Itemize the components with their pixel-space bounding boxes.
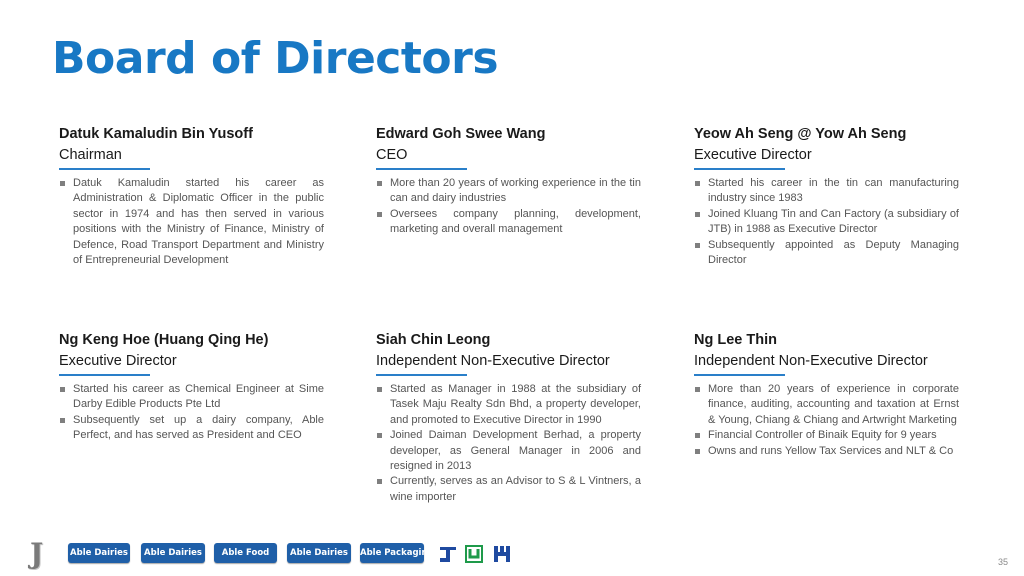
green-u-logo-icon: [464, 544, 484, 564]
tin-can-logo-icon: [438, 544, 458, 564]
bullet-item: More than 20 years of experience in corporate finance, auditing, accounting and taxation at Ernst & Young, Chiang & Chiang and Artwright Marketing: [694, 382, 959, 428]
bullet-item: Subsequently appointed as Deputy Managing Director: [694, 238, 959, 269]
accent-rule: [694, 168, 785, 170]
director-role: Executive Director: [59, 353, 177, 369]
able-dairies-logo: Able Dairies: [68, 543, 130, 563]
director-bullets: [376, 382, 641, 505]
director-role: CEO: [376, 147, 408, 163]
able-packaging-logo: Able Packaging: [360, 543, 424, 563]
director-role: Chairman: [59, 147, 122, 163]
bullet-item: Joined Kluang Tin and Can Factory (a subsidiary of JTB) in 1988 as Executive Director: [694, 207, 959, 238]
bullet-item: Datuk Kamaludin started his career as Administration & Diplomatic Officer in the public sector in 1974 and has then served in various positions with the Ministry of Finance, Ministry of Defence, Road Transport Department and Ministry of Entrepreneurial Development: [59, 176, 324, 268]
page-number: 35: [997, 557, 1008, 567]
director-name: Ng Lee Thin: [694, 332, 777, 348]
director-bullets: [694, 176, 959, 268]
director-bullets: [59, 382, 324, 444]
able-food-logo: Able Food: [214, 543, 277, 563]
footer-logo-strip: [30, 537, 530, 570]
director-card-6: [694, 330, 959, 459]
director-role: Executive Director: [694, 147, 812, 163]
accent-rule: [376, 168, 467, 170]
director-name: Siah Chin Leong: [376, 332, 491, 348]
able-dairies-marketing-logo: Able Dairies: [287, 543, 351, 563]
director-role: Independent Non-Executive Director: [694, 353, 928, 369]
director-bullets: [59, 176, 324, 268]
director-card-4: [59, 330, 324, 444]
bullet-item: Oversees company planning, development, marketing and overall management: [376, 207, 641, 238]
director-card-1: [59, 124, 324, 268]
bullet-item: Owns and runs Yellow Tax Services and NLT & Co: [694, 444, 959, 459]
company-j-logo: J: [30, 537, 44, 570]
bullet-item: More than 20 years of working experience in the tin can and dairy industries: [376, 176, 641, 207]
bullet-item: Financial Controller of Binaik Equity for 9 years: [694, 428, 959, 443]
director-card-2: [376, 124, 641, 238]
blue-h-logo-icon: [492, 544, 512, 564]
director-name: Ng Keng Hoe (Huang Qing He): [59, 332, 269, 348]
accent-rule: [59, 168, 150, 170]
bullet-item: Started his career in the tin can manufacturing industry since 1983: [694, 176, 959, 207]
director-card-5: [376, 330, 641, 505]
director-bullets: [694, 382, 959, 459]
director-name: Yeow Ah Seng @ Yow Ah Seng: [694, 126, 907, 142]
page-title: Board of Directors: [52, 33, 499, 84]
director-name: Edward Goh Swee Wang: [376, 126, 546, 142]
able-dairies-mexico-logo: Able Dairies: [141, 543, 205, 563]
bullet-item: Started as Manager in 1988 at the subsidiary of Tasek Maju Realty Sdn Bhd, a property developer, and promoted to Executive Director in 1990: [376, 382, 641, 428]
bullet-item: Currently, serves as an Advisor to S & L Vintners, a wine importer: [376, 474, 641, 505]
bullet-item: Subsequently set up a dairy company, Able Perfect, and has served as President and CEO: [59, 413, 324, 444]
accent-rule: [59, 374, 150, 376]
bullet-item: Joined Daiman Development Berhad, a property developer, as General Manager in 2006 and resigned in 2013: [376, 428, 641, 474]
director-card-3: [694, 124, 959, 268]
accent-rule: [694, 374, 785, 376]
director-role: Independent Non-Executive Director: [376, 353, 610, 369]
bullet-item: Started his career as Chemical Engineer at Sime Darby Edible Products Pte Ltd: [59, 382, 324, 413]
director-name: Datuk Kamaludin Bin Yusoff: [59, 126, 253, 142]
accent-rule: [376, 374, 467, 376]
director-bullets: [376, 176, 641, 238]
